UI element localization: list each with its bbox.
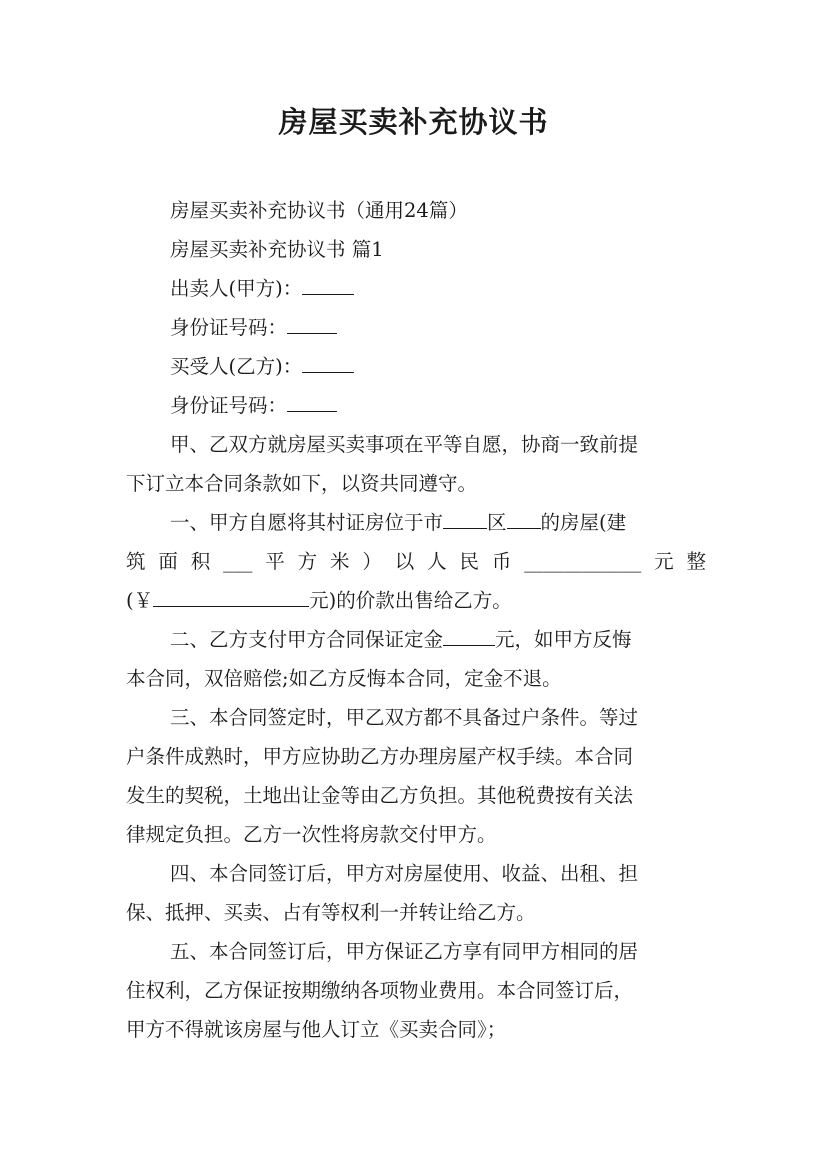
clause-3-line-4: 律规定负担。乙方一次性将房款交付甲方。 [126, 823, 497, 846]
subtitle-line: 房屋买卖补充协议书（通用24篇） [170, 199, 468, 222]
clause-5-line-2: 住权利，乙方保证按期缴纳各项物业费用。本合同签订后， [126, 979, 634, 1002]
clause-1-line-2 [126, 547, 706, 577]
clause-3-line-3: 发生的契税，土地出让金等由乙方负担。其他税费按有关法 [126, 784, 634, 807]
clause-1-char: 币 [491, 550, 512, 573]
clause-5-line-1: 五、本合同签订后，甲方保证乙方享有同甲方相同的居 [170, 940, 639, 963]
city-blank [443, 508, 487, 529]
clause-1-char: 筑 [126, 550, 146, 573]
clause-1-text-yen: (￥ [126, 589, 154, 612]
seller-blank [302, 274, 354, 295]
intro-paragraph-line-1: 甲、乙双方就房屋买卖事项在平等自愿，协商一致前提 [170, 433, 639, 456]
document-title: 房屋买卖补充协议书 [278, 105, 549, 139]
clause-4-line-2: 保、抵押、买卖、占有等权利一并转让给乙方。 [126, 901, 536, 924]
clause-1-text-c: 的房屋(建 [540, 511, 627, 534]
clause-1-line-1 [170, 508, 706, 538]
clause-1-char: 以 [394, 550, 415, 573]
deposit-blank [443, 625, 495, 646]
clause-1-char: 民 [459, 550, 479, 573]
buyer-id-label: 身份证号码： [170, 394, 288, 417]
buyer-blank [302, 352, 354, 373]
clause-2-text-a: 二、乙方支付甲方合同保证定金 [170, 628, 444, 651]
seller-line [170, 274, 706, 304]
clause-2-line-2: 本合同，双倍赔偿;如乙方反悔本合同，定金不退。 [126, 667, 562, 690]
clause-3-line-2: 户条件成熟时，甲方应协助乙方办理房屋产权手续。本合同 [126, 745, 634, 768]
district-blank [507, 508, 541, 529]
clause-1-text-b: 区 [487, 511, 507, 534]
seller-label: 出卖人(甲方)： [170, 277, 303, 300]
clause-2-line-1 [170, 625, 706, 655]
seller-id-blank [287, 313, 337, 334]
buyer-id-blank [287, 391, 337, 412]
section-heading: 房屋买卖补充协议书 篇1 [170, 238, 384, 261]
clause-1-char: 方 [297, 550, 318, 573]
seller-id-label: 身份证号码： [170, 316, 288, 339]
clause-1-text-end: 元)的价款出售给乙方。 [309, 589, 512, 612]
clause-1-char: ） [362, 550, 382, 573]
clause-1-char: 平 [265, 550, 285, 573]
intro-paragraph-line-2: 下订立本合同条款如下，以资共同遵守。 [126, 472, 478, 495]
seller-id-line [170, 313, 706, 343]
price-blank: ____________ [524, 550, 642, 573]
clause-3-line-1: 三、本合同签定时，甲乙双方都不具备过户条件。等过 [170, 706, 639, 729]
clause-1-char: 人 [427, 550, 447, 573]
clause-5-line-3: 甲方不得就该房屋与他人订立《买卖合同》； [126, 1018, 507, 1041]
area-blank: ___ [223, 550, 253, 573]
clause-1-char: 面 [158, 550, 178, 573]
clause-1-line-3 [126, 586, 706, 616]
clause-1-char: 元 [654, 550, 674, 573]
clause-4-line-1: 四、本合同签订后，甲方对房屋使用、收益、出租、担 [170, 862, 639, 885]
clause-1-char: 米 [329, 550, 350, 573]
buyer-line [170, 352, 706, 382]
buyer-label: 买受人(乙方)： [170, 355, 303, 378]
clause-1-text-a: 一、甲方自愿将其村证房位于市 [170, 511, 444, 534]
clause-2-text-b: 元，如甲方反悔 [495, 628, 632, 651]
buyer-id-line [170, 391, 706, 421]
clause-1-char: 整 [686, 550, 706, 573]
clause-1-char: 积 [190, 550, 211, 573]
price-number-blank [153, 586, 309, 607]
